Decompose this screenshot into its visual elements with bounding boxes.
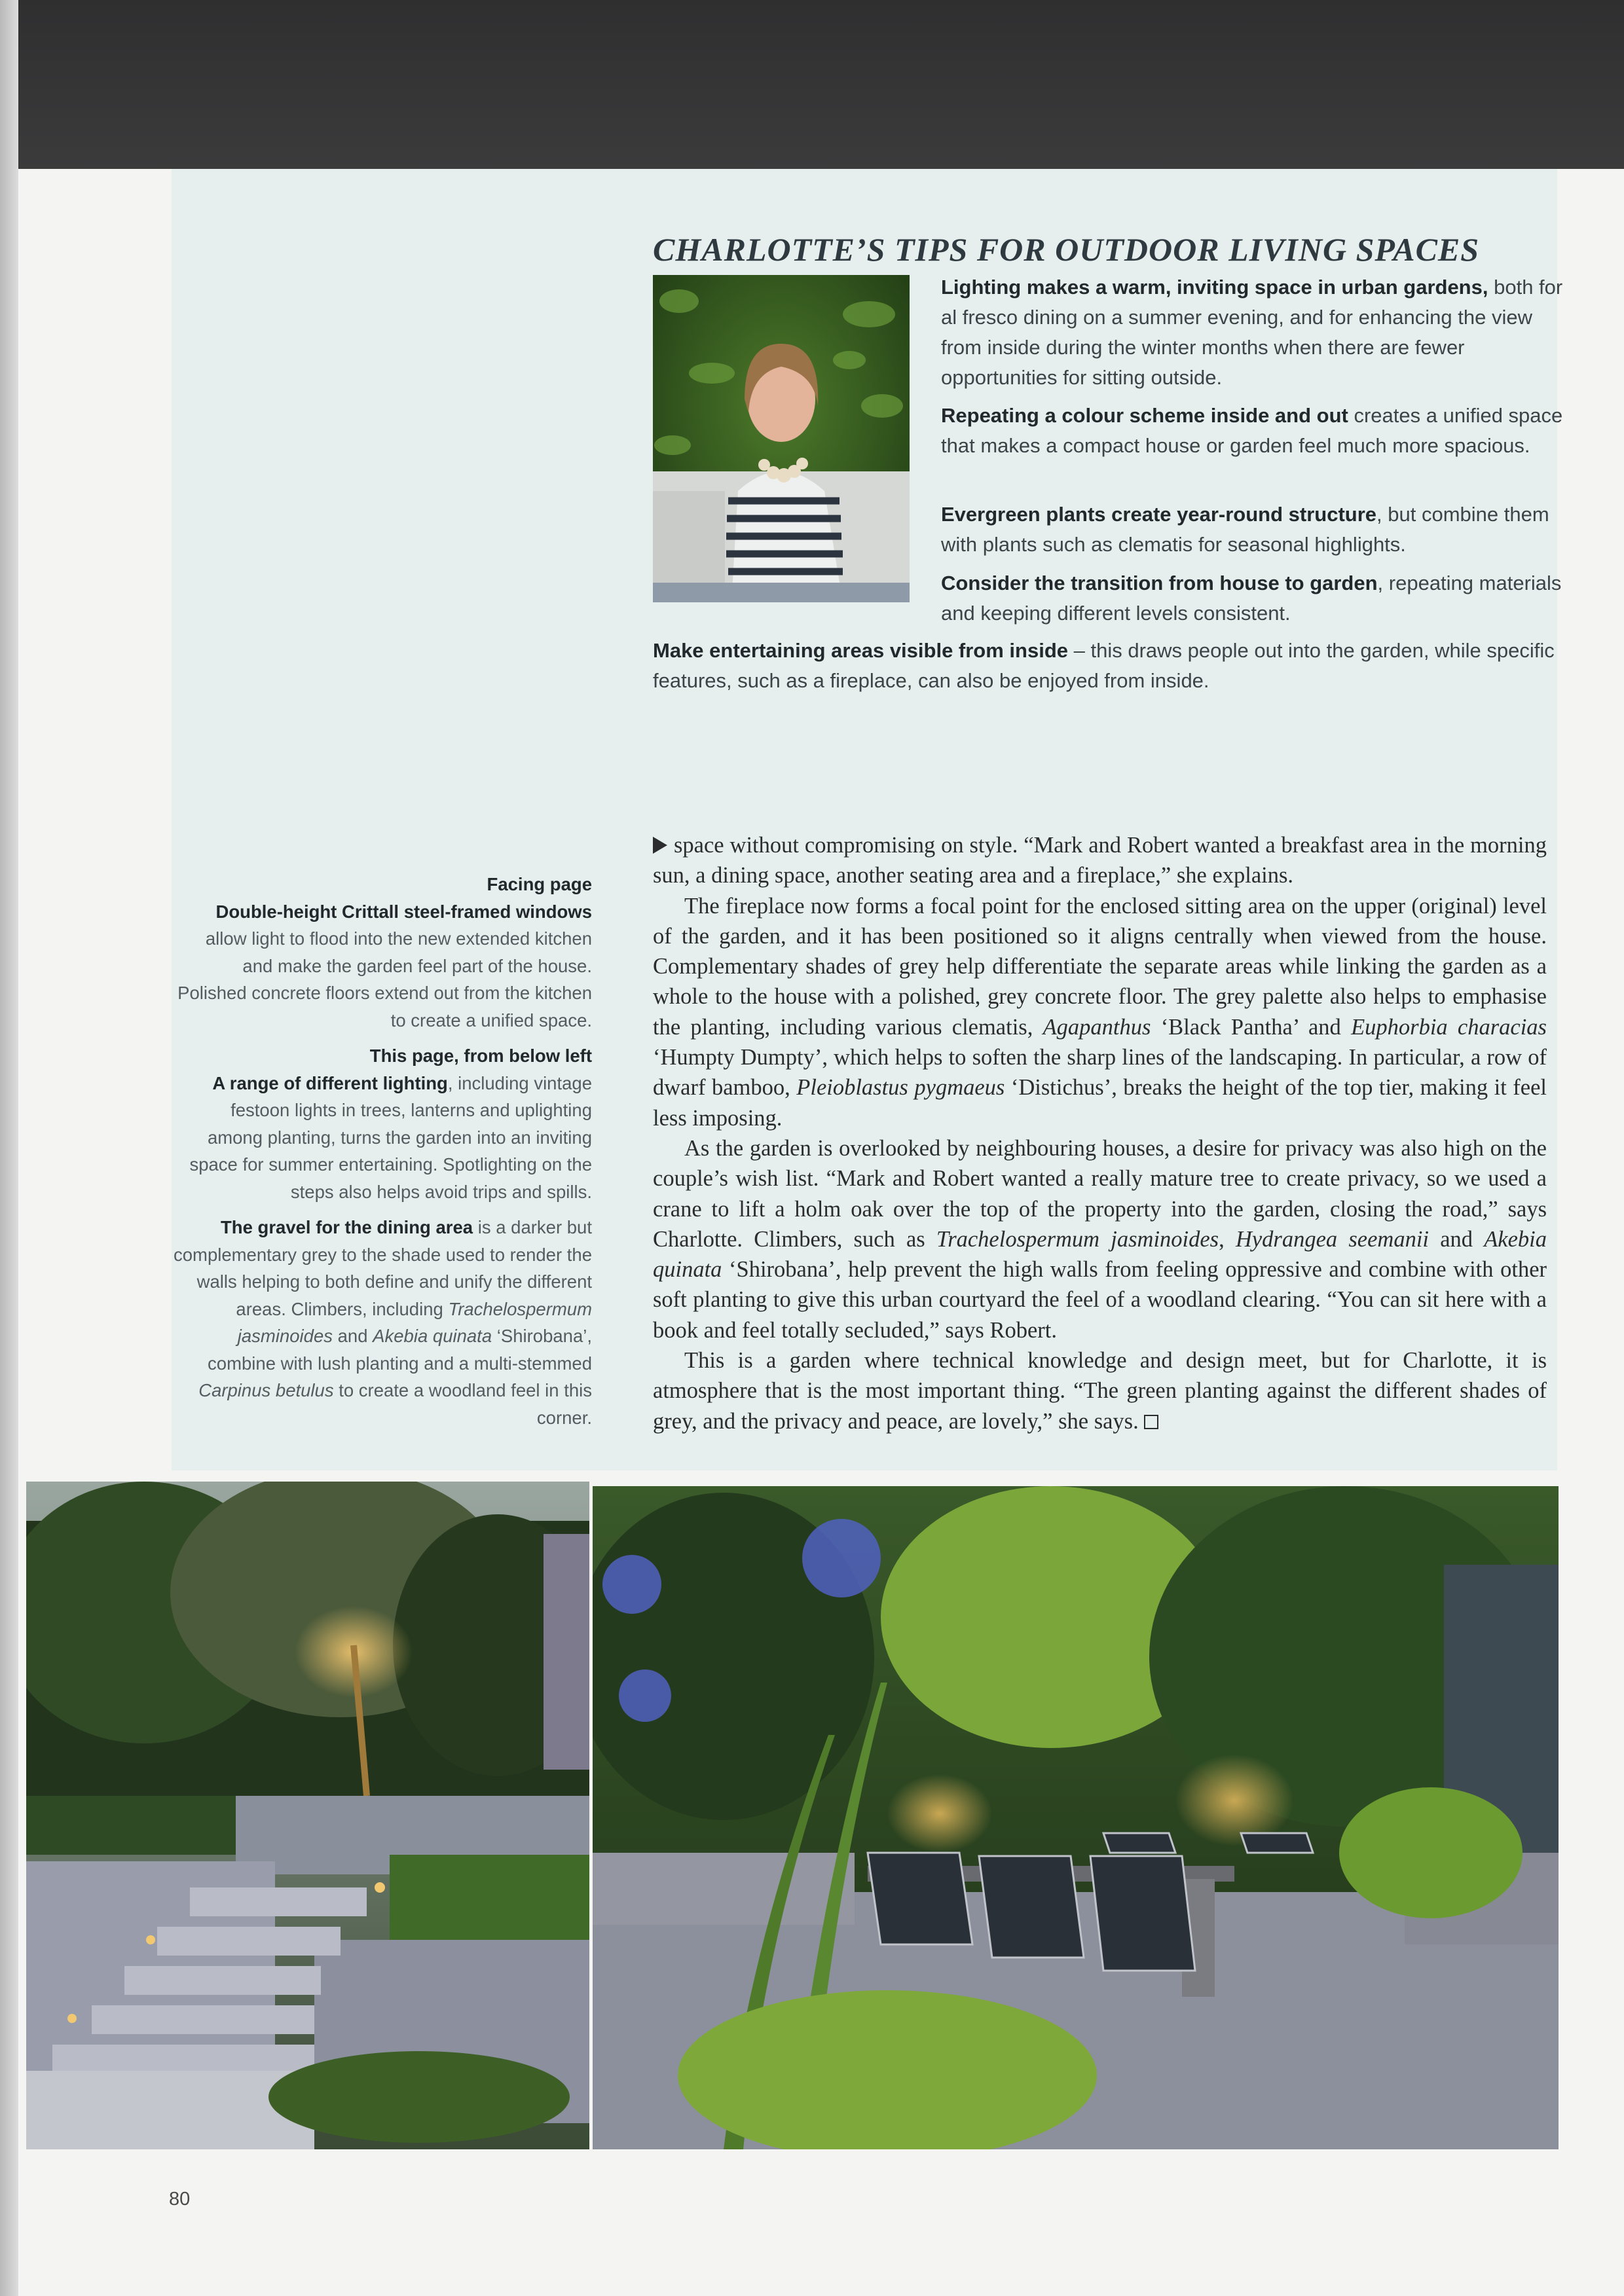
scan-top-band [0, 0, 1624, 169]
page-binding-edge [0, 0, 18, 2296]
caption-facing-page: Facing page Double-height Crittall steel-framed windows allow light to flood into the new extended kitchen and make the garden feel part of the house. Polished concrete floors extend out from the kitchen to create a unified space. [177, 874, 592, 1030]
article-body [653, 830, 1547, 1436]
tip-transition: Consider the transition from house to garden, repeating materials and keeping different levels consistent. [941, 572, 1562, 625]
article-paragraph: The fireplace now forms a focal point for the enclosed sitting area on the upper (original) level of the garden, and it has been positioned so it aligns centrally when viewed from the house. Complementary shades of grey help differentiate the separate areas while linking the garden as a whole to the house with a polished, grey concrete floor. The grey palette also helps to emphasise the planting, including various clematis, Agapanthus ‘Black Pantha’ and Euphorbia characias ‘Humpty Dumpty’, which helps to soften the sharp lines of the landscaping. In particular, a row of dwarf bamboo, Pleioblastus pygmaeus ‘Distichus’, breaks the height of the top tier, making it feel less imposing. [653, 893, 1547, 1131]
continued-triangle-icon [653, 837, 667, 854]
portrait-photo-charlotte [653, 275, 910, 602]
dining-area-photo [593, 1486, 1559, 2149]
photo-captions [172, 871, 592, 1440]
page-number: 80 [169, 2189, 191, 2210]
garden-steps-photo [26, 1482, 589, 2149]
caption-facing-head: Facing page [487, 874, 592, 894]
article-paragraph: space without compromising on style. “Mark and Robert wanted a breakfast area in the morning sun, a dining space, another seating area and a fireplace,” she explains. [653, 833, 1547, 888]
tips-heading: CHARLOTTE’S TIPS FOR OUTDOOR LIVING SPACES [653, 230, 1480, 268]
caption-gravel: The gravel for the dining area is a darker but complementary grey to the shade used to render the walls helping to both define and unify the different areas. Climbers, including Trachelospermum jasminoides and Akebia quinata ‘Shirobana’, combine with lush planting and a multi-stemmed Carpinus betulus to create a woodland feel in this corner. [174, 1217, 592, 1428]
end-mark-icon [1144, 1415, 1158, 1429]
tip-entertaining-areas: Make entertaining areas visible from inside – this draws people out into the garden, while specific features, such as a fireplace, can also be enjoyed from inside. [653, 639, 1555, 692]
tip-evergreen-plants: Evergreen plants create year-round structure, but combine them with plants such as clematis for seasonal highlights. [941, 503, 1549, 556]
tip-colour-scheme: Repeating a colour scheme inside and out creates a unified space that makes a compact house or garden feel much more spacious. [941, 404, 1563, 457]
caption-this-head: This page, from below left [369, 1046, 592, 1066]
article-paragraph: This is a garden where technical knowledge and design meet, but for Charlotte, it is atmosphere that is the most important thing. “The green planting against the different shades of grey, and the privacy and peace, are lovely,” she says. [653, 1348, 1547, 1434]
caption-this-page: This page, from below left A range of different lighting, including vintage festoon lights in trees, lanterns and uplighting among planting, turns the garden into an inviting space for summer entertaining. Spotlighting on the steps also helps avoid trips and spills. [189, 1046, 592, 1202]
tip-lighting: Lighting makes a warm, inviting space in urban gardens, both for al fresco dining on a summer evening, and for enhancing the view from inside during the winter months when there are fewer opportunities for sitting outside. [941, 276, 1563, 389]
article-paragraph: As the garden is overlooked by neighbouring houses, a desire for privacy was also high on the couple’s wish list. “Mark and Robert wanted a really mature tree to create privacy, so we used a crane to lift a holm oak over the top of the property into the garden, closing the road,” says Charlotte. Climbers, such as Trachelospermum jasminoides, Hydrangea seemanii and Akebia quinata ‘Shirobana’, help prevent the high walls from feeling oppressive and combine with other soft planting to give this urban courtyard the feel of a woodland clearing. “You can sit here with a book and feel totally secluded,” says Robert. [653, 1135, 1547, 1343]
